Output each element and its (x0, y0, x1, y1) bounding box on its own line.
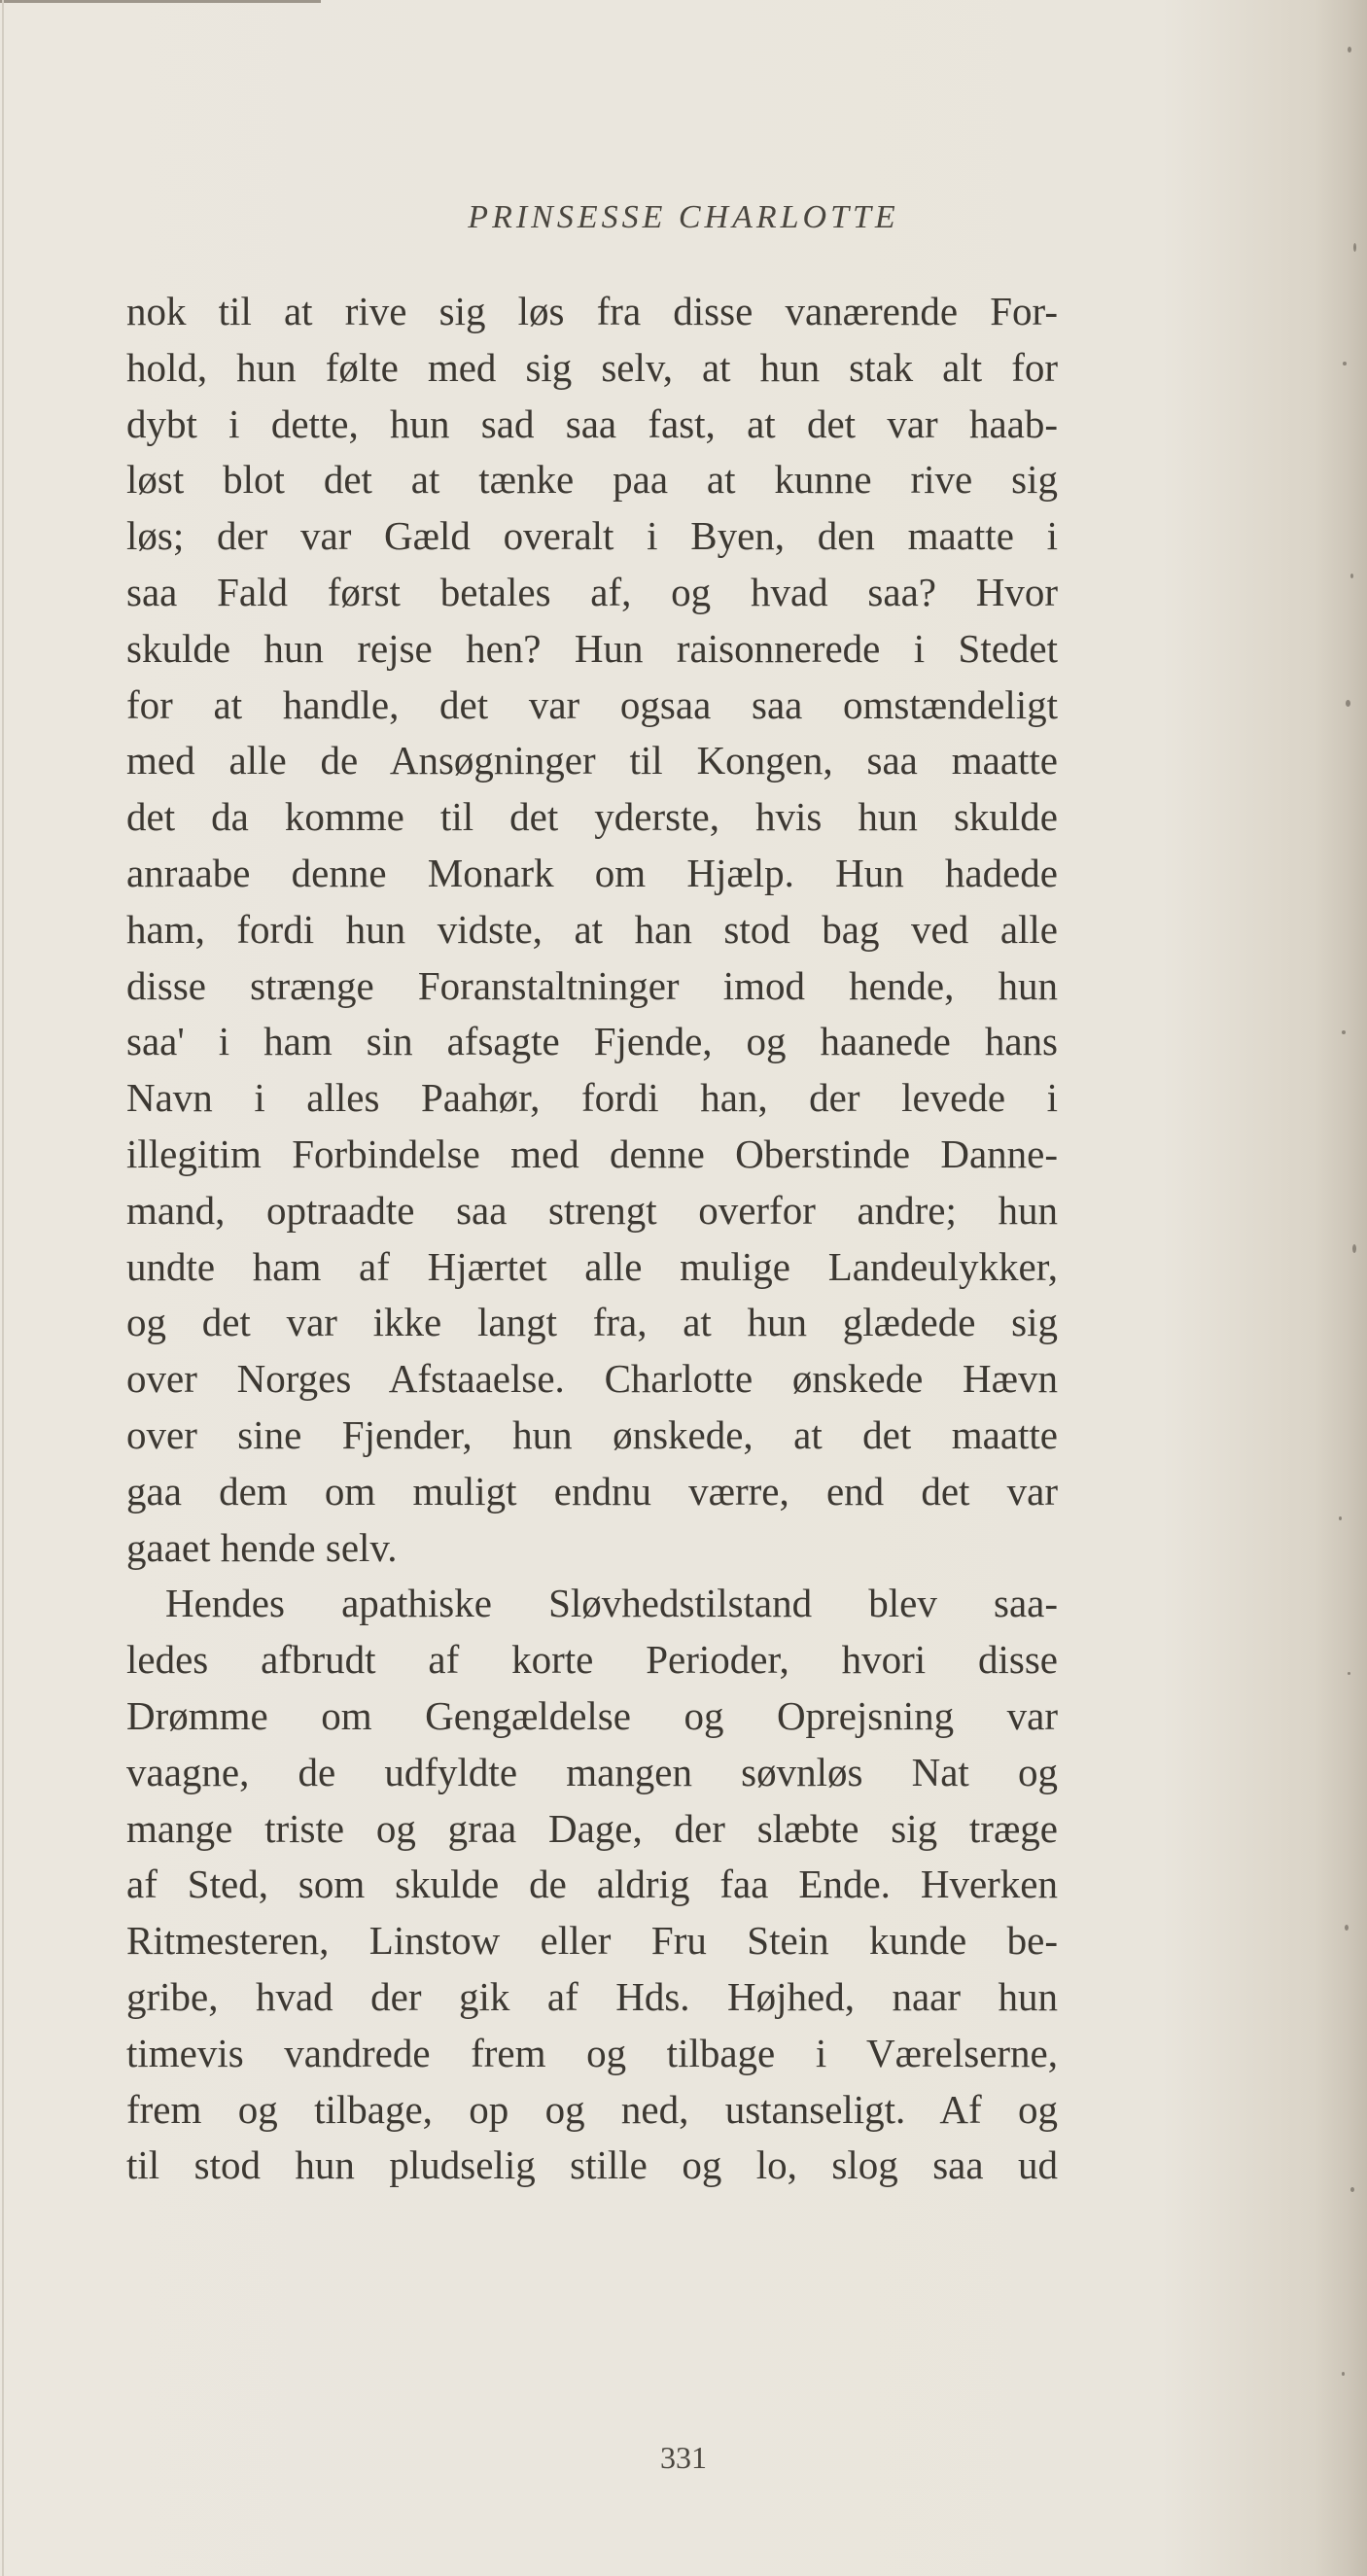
text-line: det da komme til det yderste, hvis hun skulde (126, 794, 1058, 840)
text-line: løst blot det at tænke paa at kunne rive sig (126, 457, 1058, 503)
text-line: mand, optraadte saa strengt overfor andre; hun (126, 1187, 1058, 1233)
paper-speck (1342, 1030, 1346, 1034)
text-line: illegitim Forbindelse med denne Oberstinde Danne- (126, 1131, 1058, 1176)
page-gutter-shadow (1314, 0, 1367, 2576)
paper-speck (1346, 700, 1350, 707)
paper-speck (1339, 1516, 1342, 1520)
text-line: gribe, hvad der gik af Hds. Højhed, naar hun (126, 1973, 1058, 2019)
text-line: gaa dem om muligt endnu værre, end det var (126, 1468, 1058, 1514)
text-line: Navn i alles Paahør, fordi han, der levede i (126, 1075, 1058, 1121)
paper-speck (1350, 2187, 1354, 2192)
text-line: for at handle, det var ogsaa saa omstændeligt (126, 681, 1058, 727)
text-line: Ritmesteren, Linstow eller Fru Stein kunde be- (126, 1918, 1058, 1964)
paragraph-1 (126, 284, 1058, 1576)
text-line: saa' i ham sin afsagte Fjende, og haanede hans (126, 1019, 1058, 1064)
body-text (126, 284, 1058, 2194)
paper-speck (1353, 243, 1356, 252)
text-line: frem og tilbage, op og ned, ustanseligt. Af og (126, 2086, 1058, 2132)
text-line: ledes afbrudt af korte Perioder, hvori disse (126, 1637, 1058, 1683)
text-line: og det var ikke langt fra, at hun glædede sig (126, 1300, 1058, 1345)
text-line: Hendes apathiske Sløvhedstilstand blev saa- (165, 1581, 1058, 1626)
text-line: gaaet hende selv. (126, 1524, 398, 1570)
text-line: over sine Fjender, hun ønskede, at det maatte (126, 1411, 1058, 1457)
paragraph-2 (126, 1576, 1058, 2194)
paper-speck (1345, 1925, 1349, 1931)
text-line: mange triste og graa Dage, der slæbte sig træge (126, 1805, 1058, 1851)
text-line: løs; der var Gæld overalt i Byen, den maatte i (126, 513, 1058, 559)
text-line: hold, hun følte med sig selv, at hun stak alt for (126, 344, 1058, 390)
text-line: anraabe denne Monark om Hjælp. Hun hadede (126, 850, 1058, 895)
running-head: PRINSESSE CHARLOTTE (468, 199, 899, 235)
text-line: over Norges Afstaaelse. Charlotte ønskede Hævn (126, 1356, 1058, 1402)
text-line: ham, fordi hun vidste, at han stod bag ved alle (126, 906, 1058, 952)
text-line: timevis vandrede frem og tilbage i Værelserne, (126, 2030, 1058, 2075)
text-line: nok til at rive sig løs fra disse vanærende For- (126, 289, 1058, 333)
page-number: 331 (660, 2440, 707, 2475)
text-line: saa Fald først betales af, og hvad saa? Hvor (126, 569, 1058, 614)
text-line: af Sted, som skulde de aldrig faa Ende. Hverken (126, 1862, 1058, 1907)
paper-speck (1352, 1244, 1356, 1253)
paper-speck (1348, 47, 1351, 52)
paper-speck (1343, 362, 1347, 366)
text-line: Drømme om Gengældelse og Oprejsning var (126, 1692, 1058, 1738)
top-edge-line (0, 0, 321, 3)
text-line: vaagne, de udfyldte mangen søvnløs Nat og (126, 1749, 1058, 1794)
paper-speck (1350, 574, 1353, 578)
text-line: skulde hun rejse hen? Hun raisonnerede i Stedet (126, 625, 1058, 671)
paper-speck (1348, 1672, 1350, 1675)
paper-speck (1342, 2372, 1345, 2376)
text-line: dybt i dette, hun sad saa fast, at det var haab- (126, 400, 1058, 446)
text-line: med alle de Ansøgninger til Kongen, saa maatte (126, 738, 1058, 783)
left-edge-rule (2, 0, 4, 2576)
text-line: disse strænge Foranstaltninger imod hende, hun (126, 962, 1058, 1008)
text-line: til stod hun pludselig stille og lo, slog saa ud (126, 2142, 1058, 2188)
text-line: undte ham af Hjærtet alle mulige Landeulykker, (126, 1243, 1058, 1289)
